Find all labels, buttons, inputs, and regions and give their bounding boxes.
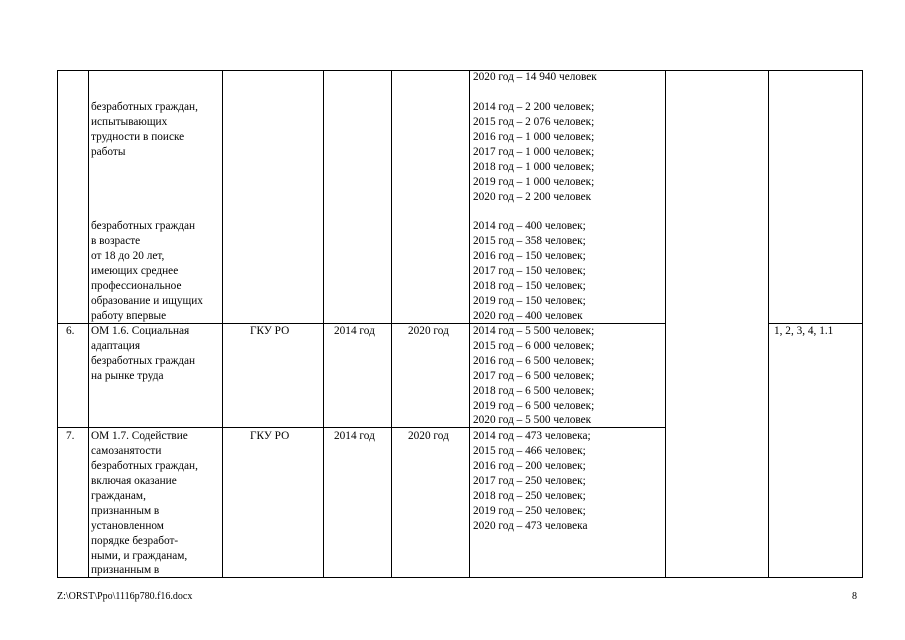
row7-target: 2019 год – 250 человек; xyxy=(473,505,586,517)
row7-target: 2018 год – 250 человек; xyxy=(473,490,586,502)
measure-name-line: безработных граждан, xyxy=(91,460,198,472)
sub2-category-line: работу впервые xyxy=(91,310,167,322)
measure-name-line: самозанятости xyxy=(91,445,162,457)
sub2-target: 2017 год – 150 человек; xyxy=(473,265,586,277)
continuation-target-2020: 2020 год – 14 940 человек xyxy=(473,71,597,83)
row6-target: 2019 год – 6 500 человек; xyxy=(473,400,595,412)
sub2-category-line: от 18 до 20 лет, xyxy=(91,250,165,262)
sub1-target: 2016 год – 1 000 человек; xyxy=(473,131,595,143)
sub2-target: 2020 год – 400 человек xyxy=(473,310,583,322)
sub1-target: 2017 год – 1 000 человек; xyxy=(473,146,595,158)
measure-name-line: ОМ 1.7. Содействие xyxy=(91,430,188,442)
row6-target: 2018 год – 6 500 человек; xyxy=(473,385,595,397)
sub1-target: 2020 год – 2 200 человек xyxy=(473,191,592,203)
sub1-target: 2019 год – 1 000 человек; xyxy=(473,176,595,188)
sub2-category-line: безработных граждан xyxy=(91,220,196,232)
executor: ГКУ РО xyxy=(250,430,290,442)
row6-target: 2020 год – 5 500 человек xyxy=(473,414,592,426)
start-year: 2014 год xyxy=(334,325,375,337)
measure-name-line: гражданам, xyxy=(91,490,146,502)
page-number: 8 xyxy=(852,591,857,602)
row7-target: 2017 год – 250 человек; xyxy=(473,475,586,487)
sub2-category-line: имеющих среднее xyxy=(91,265,179,277)
sub1-category-line: испытывающих xyxy=(91,116,168,128)
sub2-target: 2018 год – 150 человек; xyxy=(473,280,586,292)
measure-name-line: ОМ 1.6. Социальная xyxy=(91,325,190,337)
indicator-links: 1, 2, 3, 4, 1.1 xyxy=(774,325,834,337)
measure-name-line: на рынке труда xyxy=(91,370,164,382)
measure-name-line: ными, и гражданам, xyxy=(91,550,188,562)
row6-target: 2014 год – 5 500 человек; xyxy=(473,325,595,337)
sub2-target: 2015 год – 358 человек; xyxy=(473,235,586,247)
sub2-category-line: профессиональное xyxy=(91,280,182,292)
row7-target: 2015 год – 466 человек; xyxy=(473,445,586,457)
sub1-target: 2018 год – 1 000 человек; xyxy=(473,161,595,173)
row-number: 6. xyxy=(66,325,75,337)
measure-name-line: адаптация xyxy=(91,340,141,352)
sub2-target: 2016 год – 150 человек; xyxy=(473,250,586,262)
row7-target: 2014 год – 473 человека; xyxy=(473,430,591,442)
sub1-category-line: трудности в поиске xyxy=(91,131,185,143)
executor: ГКУ РО xyxy=(250,325,290,337)
end-year: 2020 год xyxy=(408,430,449,442)
sub1-target: 2015 год – 2 076 человек; xyxy=(473,116,595,128)
file-path: Z:\ORST\Ppo\1116p780.f16.docx xyxy=(57,591,193,602)
measure-name-line: признанным в xyxy=(91,505,160,517)
measure-name-line: порядке безработ- xyxy=(91,535,179,547)
end-year: 2020 год xyxy=(408,325,449,337)
row6-target: 2015 год – 6 000 человек; xyxy=(473,340,595,352)
sub1-category-line: безработных граждан, xyxy=(91,101,198,113)
row6-target: 2017 год – 6 500 человек; xyxy=(473,370,595,382)
row7-target: 2020 год – 473 человека xyxy=(473,520,588,532)
sub2-target: 2019 год – 150 человек; xyxy=(473,295,586,307)
measure-name-line: признанным в xyxy=(91,564,160,576)
row7-target: 2016 год – 200 человек; xyxy=(473,460,586,472)
sub2-category-line: образование и ищущих xyxy=(91,295,203,307)
row-number: 7. xyxy=(66,430,75,442)
measure-name-line: установленном xyxy=(91,520,164,532)
start-year: 2014 год xyxy=(334,430,375,442)
sub2-category-line: в возрасте xyxy=(91,235,141,247)
measure-name-line: безработных граждан xyxy=(91,355,196,367)
sub1-target: 2014 год – 2 200 человек; xyxy=(473,101,595,113)
sub2-target: 2014 год – 400 человек; xyxy=(473,220,586,232)
measure-name-line: включая оказание xyxy=(91,475,177,487)
row6-target: 2016 год – 6 500 человек; xyxy=(473,355,595,367)
sub1-category-line: работы xyxy=(91,146,126,158)
